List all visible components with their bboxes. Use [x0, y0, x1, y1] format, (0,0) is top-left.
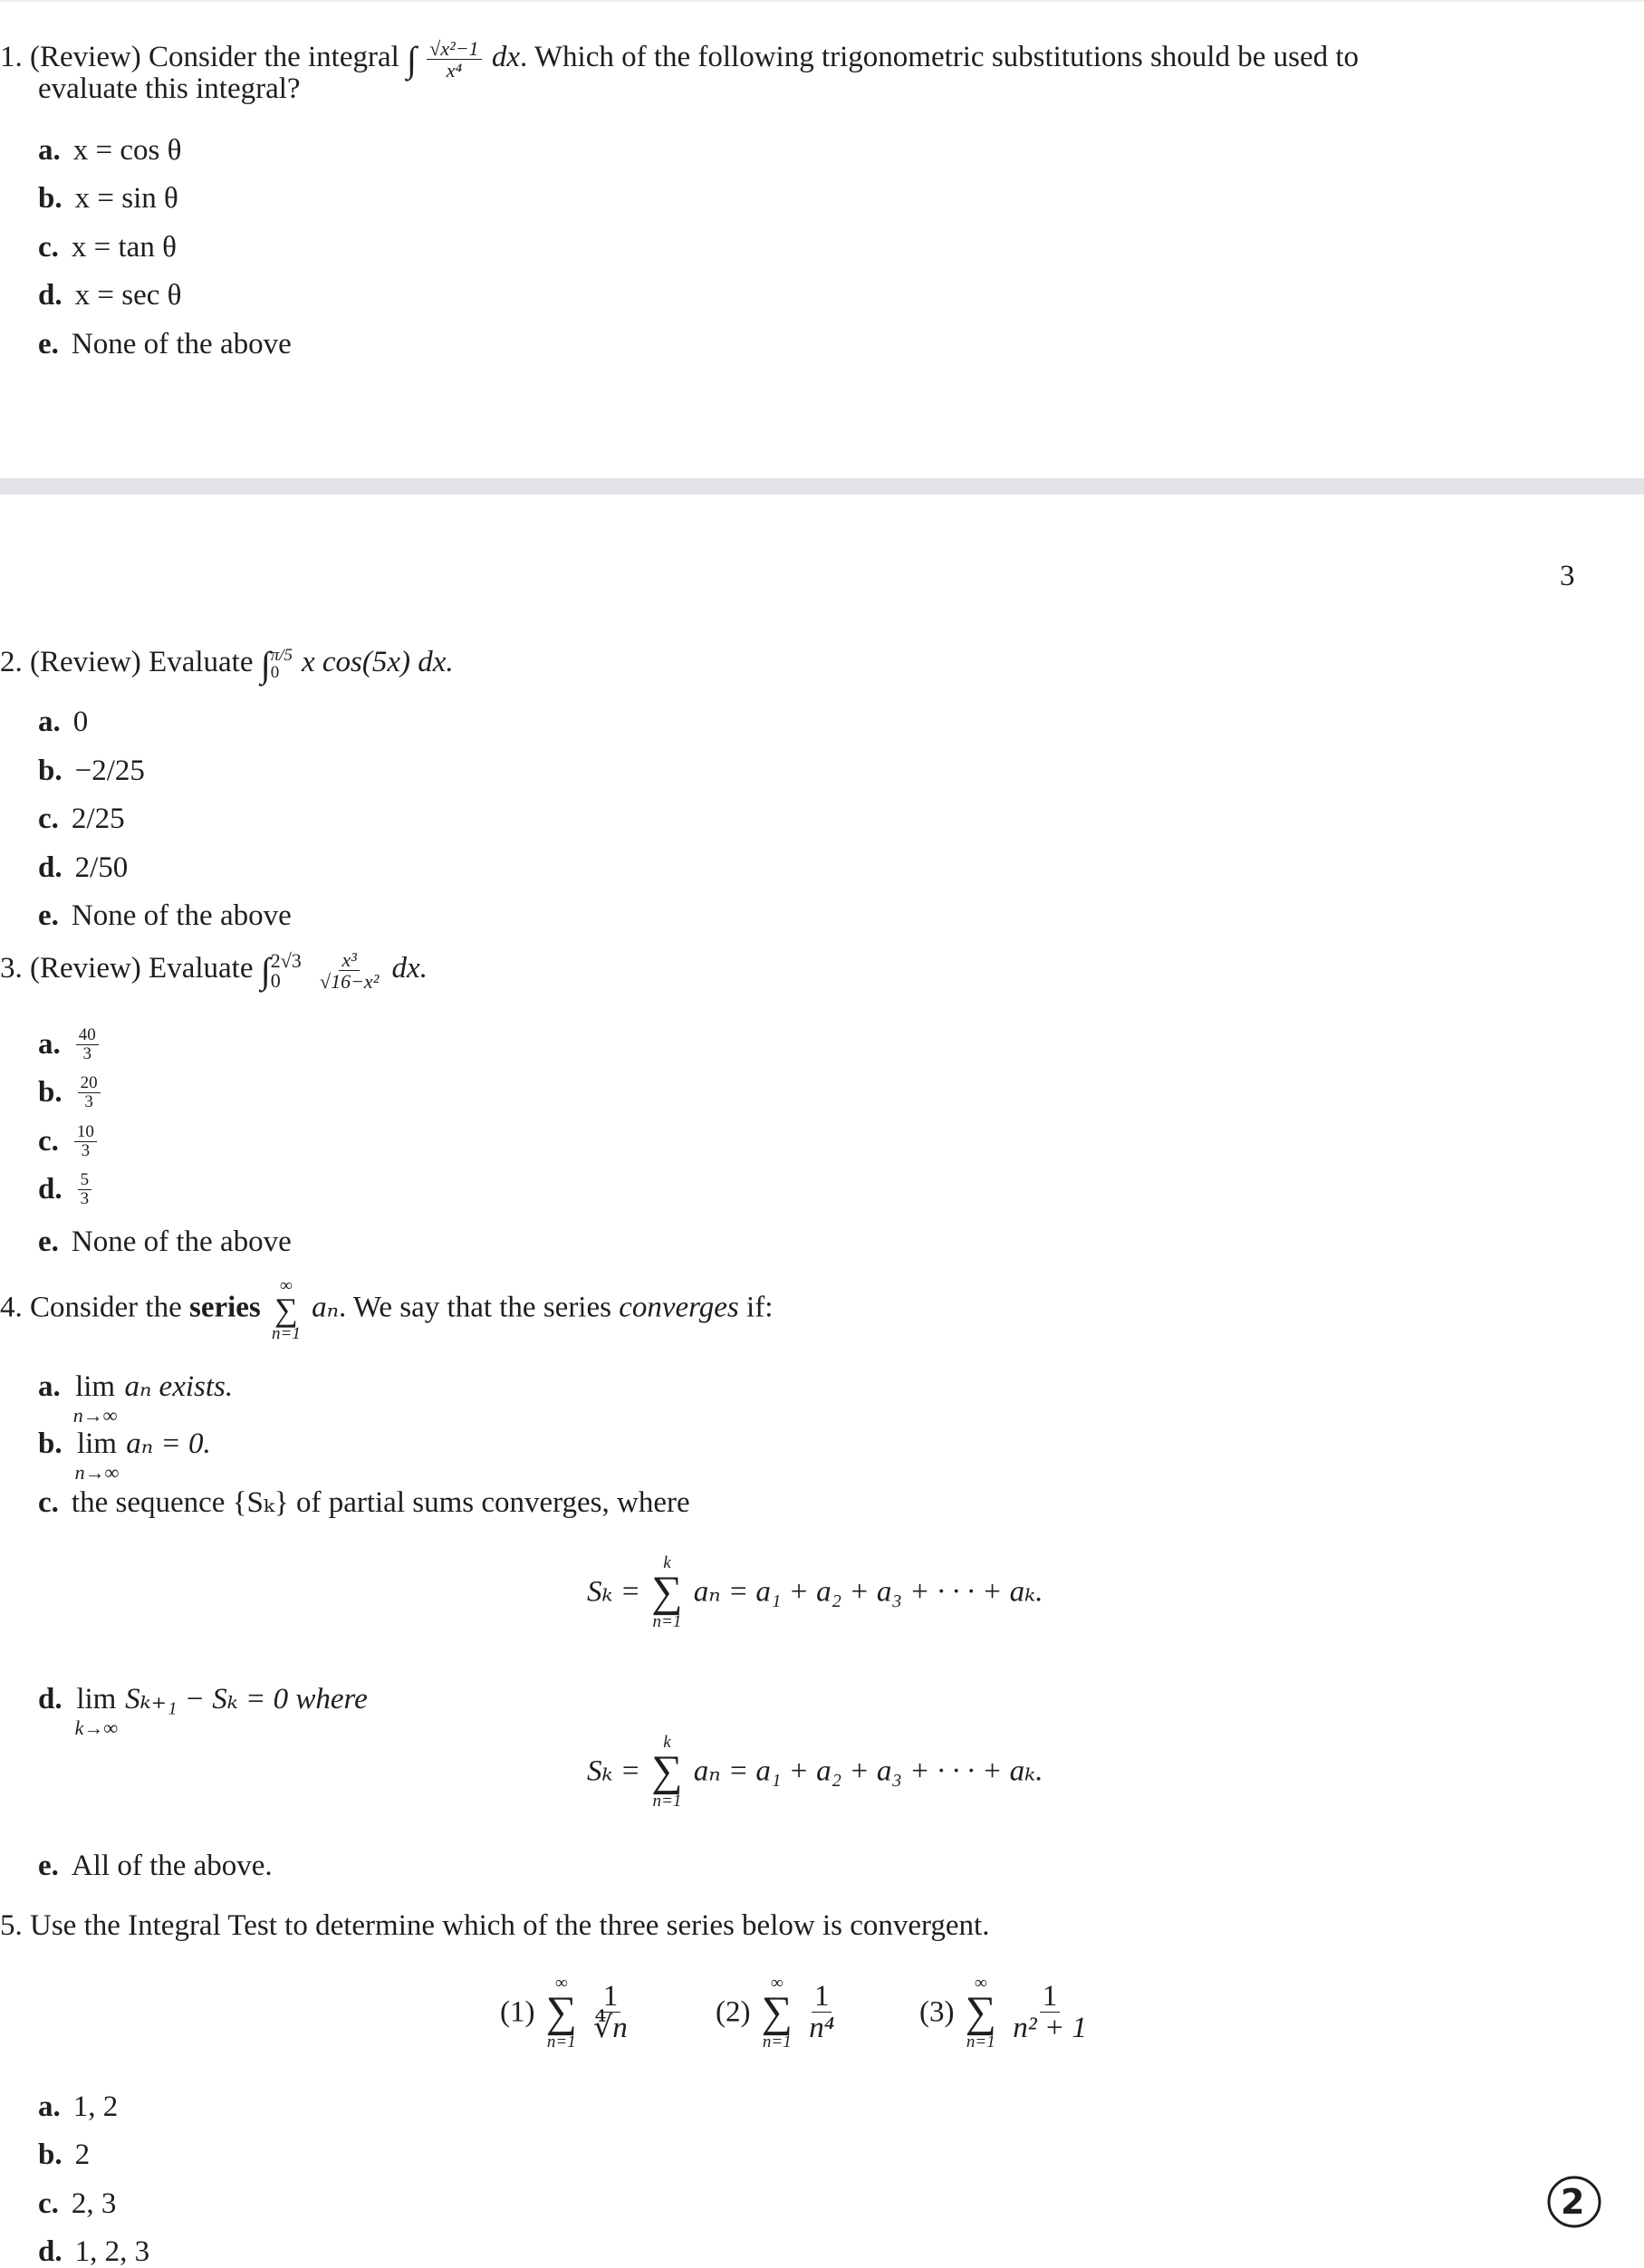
- q4-sum: ∞ ∑ n=1: [272, 1276, 301, 1344]
- q5-series-3: (3) ∞ ∑ n=1 $\frac{1}{\text{n² + 1}}$: [919, 1974, 1087, 2052]
- q2-choice-d[interactable]: d. 2/50: [38, 851, 129, 884]
- q2-choice-b[interactable]: b. −2/25: [38, 754, 145, 787]
- circled-page-mark: 2: [1545, 2172, 1603, 2230]
- q3-choice-d[interactable]: d. $\frac{5}{3}$: [38, 1171, 94, 1208]
- q3-line: 3. (Review) Evaluate ∫ 2√3 0 $\frac{\text{x³}}{\text{√16−x²}}$ dx.: [0, 948, 428, 994]
- q3-upper-limit: 2√3: [270, 948, 302, 972]
- q1-integrand: $\frac{\text{√x²−1}}{\text{x⁴}}$: [427, 38, 481, 81]
- q1-choice-c[interactable]: c. x = tan θ: [38, 231, 177, 264]
- q4-choice-d[interactable]: d. lim k→∞ Sₖ₊₁ − Sₖ = 0 where: [38, 1683, 368, 1739]
- q1-choice-b[interactable]: b. x = sin θ: [38, 182, 178, 215]
- q5-choice-d[interactable]: d. 1, 2, 3: [38, 2235, 150, 2268]
- q2-lower-limit: 0: [270, 663, 280, 683]
- top-rule: [0, 0, 1644, 2]
- q3-integrand: $\frac{\text{x³}}{\text{√16−x²}}$: [320, 948, 380, 994]
- page-number: 3: [1560, 560, 1575, 592]
- q1-integrand-den: x⁴: [446, 59, 463, 82]
- q2-line: 2. (Review) Evaluate ∫ π/5 0 x cos(5x) dx.: [0, 644, 454, 685]
- q4-choice-e[interactable]: e. All of the above.: [38, 1850, 273, 1882]
- q1-intro: (Review) Consider the integral: [30, 41, 399, 74]
- q3-choice-e[interactable]: e. None of the above: [38, 1225, 292, 1258]
- q4-choice-c[interactable]: c. the sequence {Sₖ} of partial sums converges, where: [38, 1486, 690, 1519]
- q1-line2: evaluate this integral?: [38, 72, 301, 105]
- integral-sign: ∫: [260, 950, 271, 992]
- integral-sign: ∫: [260, 644, 271, 685]
- q2-upper-limit: π/5: [270, 646, 293, 666]
- q3-choice-c[interactable]: c. $\frac{10}{3}$: [38, 1123, 100, 1160]
- q4-line: 4. Consider the series ∞ ∑ n=1 aₙ. We say that the series converges if:: [0, 1276, 774, 1344]
- q1-choice-e[interactable]: e. None of the above: [38, 328, 292, 360]
- q4-choice-b[interactable]: b. lim n→∞ aₙ = 0.: [38, 1427, 211, 1484]
- q5-choice-c[interactable]: c. 2, 3: [38, 2187, 117, 2220]
- q5-choice-a[interactable]: a. 1, 2: [38, 2090, 119, 2123]
- q3-lower-limit: 0: [270, 968, 281, 992]
- q1-choice-a[interactable]: a. x = cos θ: [38, 134, 182, 167]
- q4-partial-sum-eq-2: Sₖ = k ∑ n=1 aₙ = a₁ + a₂ + a₃ + · · · + aₖ.: [587, 1733, 1043, 1811]
- page-break-band: [0, 478, 1644, 495]
- q2-choice-c[interactable]: c. 2/25: [38, 802, 125, 835]
- q5-line: 5. Use the Integral Test to determine which of the three series below is convergent.: [0, 1909, 990, 1942]
- q1-number: 1.: [0, 41, 23, 74]
- q1-choice-d[interactable]: d. x = sec θ: [38, 279, 182, 312]
- q2-choice-a[interactable]: a. 0: [38, 706, 89, 738]
- q3-choice-b[interactable]: b. $\frac{20}{3}$: [38, 1074, 103, 1111]
- q1-integrand-num: x²−1: [440, 37, 479, 60]
- q2-choice-e[interactable]: e. None of the above: [38, 899, 292, 932]
- q5-choice-b[interactable]: b. 2: [38, 2138, 91, 2171]
- q4-choice-a[interactable]: a. lim n→∞ aₙ exists.: [38, 1370, 234, 1427]
- q5-series-2: (2) ∞ ∑ n=1 $\frac{1}{\text{n⁴}}$: [716, 1974, 835, 2052]
- q1-rest: . Which of the following trigonometric substitutions should be used to: [519, 41, 1360, 74]
- q2-expression: x cos(5x) dx.: [302, 646, 454, 678]
- q1-dx: dx: [491, 41, 520, 74]
- q5-series-1: (1) ∞ ∑ n=1 $\frac{1}{∜n}$: [500, 1974, 628, 2052]
- q4-partial-sum-eq-1: Sₖ = k ∑ n=1 aₙ = a₁ + a₂ + a₃ + · · · + aₖ.: [587, 1553, 1043, 1631]
- q3-choice-a[interactable]: a. $\frac{40}{3}$: [38, 1026, 101, 1063]
- integral-sign: ∫: [407, 39, 418, 81]
